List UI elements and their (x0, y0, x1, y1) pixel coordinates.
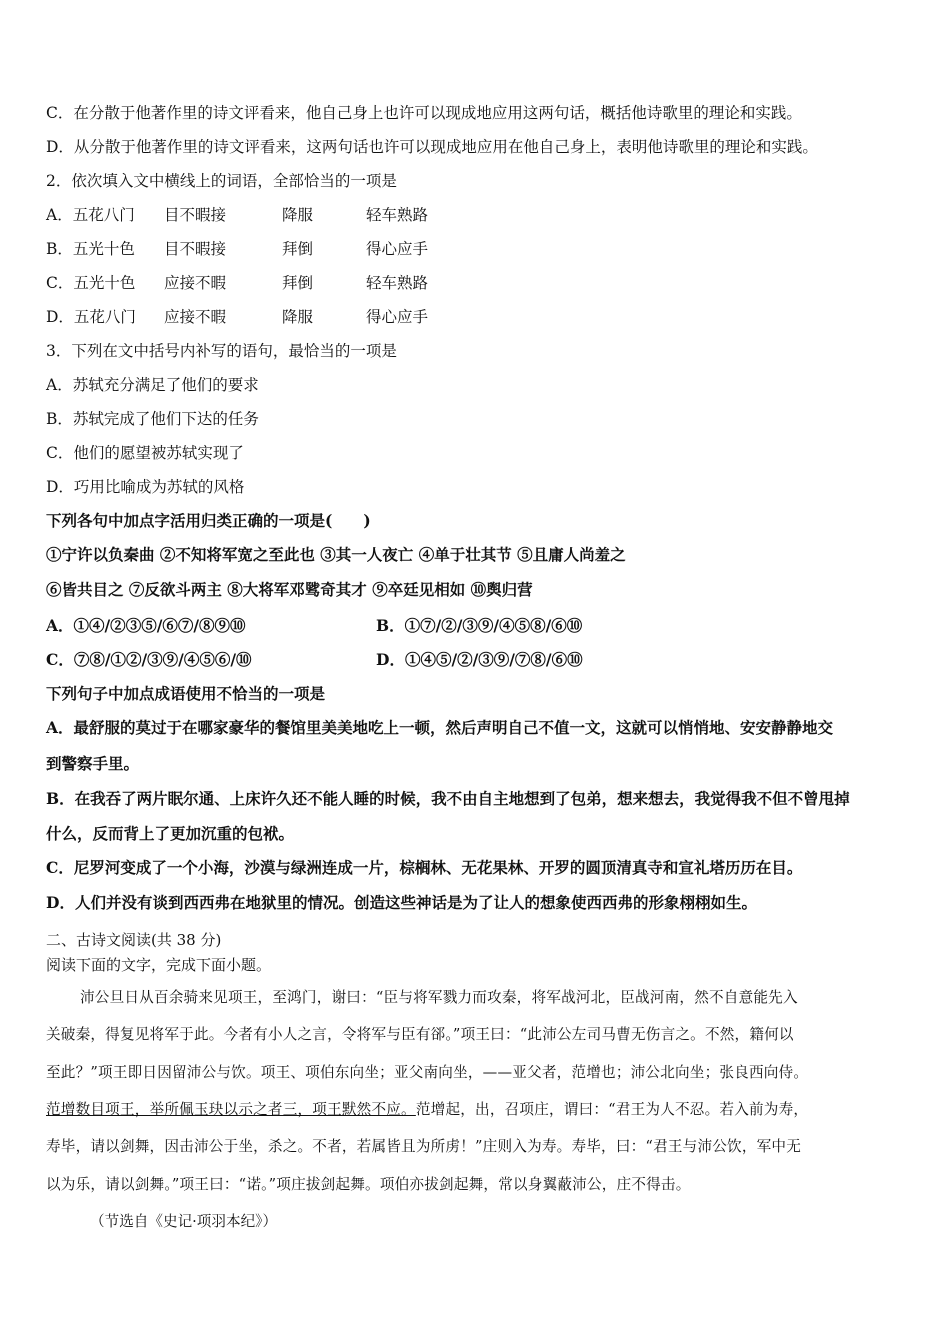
section2-instruction: 阅读下面的文字，完成下面小题。 (46, 956, 272, 974)
q2-option-c-word1: 应接不暇 (164, 274, 227, 292)
q5-option-c: C．尼罗河变成了一个小海，沙漠与绿洲连成一片，棕榈林、无花果林、开罗的圆顶清真寺和宣礼塔历历在目。 (46, 858, 803, 877)
q2-option-a-word1: 目不暇接 (164, 206, 227, 224)
q1-option-d: D．从分散于他著作里的诗文评看来，这两句话也许可以现成地应用在他自己身上，表明他诗歌里的理论和实践。 (46, 138, 818, 156)
q5-option-d: D．人们并没有谈到西西弗在地狱里的情况。创造这些神话是为了让人的想象使西西弗的形象栩栩如生。 (46, 893, 757, 912)
q4-option-d: D．①④⑤/②/③⑨/⑦⑧/⑥⑩ (376, 650, 583, 669)
q3-stem: 3．下列在文中括号内补写的语句，最恰当的一项是 (46, 342, 397, 360)
section2-title: 二、古诗文阅读(共 38 分) (46, 931, 222, 949)
passage-source: （节选自《史记·项羽本纪》） (90, 1213, 278, 1230)
q4-option-b: B．①⑦/②/③⑨/④⑤⑧/⑥⑩ (376, 616, 583, 635)
q3-option-a: A．苏轼充分满足了他们的要求 (46, 376, 259, 394)
q2-option-b-label: B．五光十色 (46, 240, 135, 258)
q3-option-c: C．他们的愿望被苏轼实现了 (46, 444, 244, 462)
passage-line-4 (46, 1100, 906, 1120)
passage-line-1: 沛公旦日从百余骑来见项王，至鸿门，谢曰：“臣与将军戮力而攻秦，将军战河北，臣战河南，然不自意能先入 (80, 989, 798, 1006)
q2-option-d (46, 307, 428, 327)
q4-sentences-line1: ①宁许以负秦曲 ②不知将军宽之至此也 ③其一人夜亡 ④单于壮其节 ⑤且庸人尚羞之 (46, 545, 626, 564)
q5-stem: 下列句子中加点成语使用不恰当的一项是 (46, 684, 326, 703)
q2-option-c (46, 273, 428, 293)
q4-option-c: C．⑦⑧/①②/③⑨/④⑤⑥/⑩ (46, 650, 252, 669)
q2-option-d-word3: 得心应手 (366, 308, 429, 326)
q1-option-c: C．在分散于他著作里的诗文评看来，他自己身上也许可以现成地应用这两句话，概括他诗歌里的理论和实践。 (46, 104, 802, 122)
passage-line-5: 寿毕，请以剑舞，因击沛公于坐，杀之。不者，若属皆且为所虏！”庄则入为寿。寿毕，曰：“君王与沛公饮，军中无 (46, 1138, 802, 1155)
q2-option-b-word1: 目不暇接 (164, 240, 227, 258)
passage-underlined-sentence: 范增数目项王，举所佩玉玦以示之者三，项王默然不应。 (46, 1101, 416, 1118)
q2-option-b-word3: 得心应手 (366, 240, 429, 258)
q2-option-c-word2: 拜倒 (282, 274, 314, 292)
q2-option-a-word2: 降服 (282, 206, 314, 224)
q5-option-b-line2: 什么，反而背上了更加沉重的包袱。 (46, 824, 295, 843)
passage-line-6: 以为乐，请以剑舞。”项王曰：“诺。”项庄拔剑起舞。项伯亦拔剑起舞，常以身翼蔽沛公，庄不得击。 (46, 1176, 691, 1193)
q2-option-d-label: D．五花八门 (46, 308, 136, 326)
q2-option-b (46, 239, 428, 259)
passage-line-2: 关破秦，得复见将军于此。今者有小人之言，令将军与臣有郤。”项王曰：“此沛公左司马曹无伤言之。不然，籍何以 (46, 1026, 794, 1043)
q2-option-d-word2: 降服 (282, 308, 314, 326)
q2-option-c-label: C．五光十色 (46, 274, 136, 292)
q4-option-a: A．①④/②③⑤/⑥⑦/⑧⑨⑩ (46, 616, 246, 635)
q4-stem: 下列各句中加点字活用归类正确的一项是( ) (46, 511, 371, 530)
q2-stem: 2．依次填入文中横线上的词语，全部恰当的一项是 (46, 172, 397, 190)
passage-line-4-rest: 范增起，出，召项庄，谓曰：“君王为人不忍。若入前为寿， (415, 1101, 809, 1118)
q2-option-a (46, 205, 428, 225)
q2-option-d-word1: 应接不暇 (164, 308, 227, 326)
q2-option-b-word2: 拜倒 (282, 240, 314, 258)
q2-option-a-label: A．五花八门 (46, 206, 135, 224)
q2-option-a-word3: 轻车熟路 (366, 206, 429, 224)
q5-option-a-line2: 到警察手里。 (46, 754, 140, 773)
q5-option-a-line1: A．最舒服的莫过于在哪家豪华的餐馆里美美地吃上一顿，然后声明自己不值一文，这就可以悄悄地、安安静静地交 (46, 718, 834, 737)
q3-option-d: D．巧用比喻成为苏轼的风格 (46, 478, 245, 496)
q4-sentences-line2: ⑥皆共目之 ⑦反欲斗两主 ⑧大将军邓骘奇其才 ⑨卒廷见相如 ⑩舆归营 (46, 580, 533, 599)
q2-option-c-word3: 轻车熟路 (366, 274, 429, 292)
q5-option-b-line1: B．在我吞了两片眠尔通、上床许久还不能人睡的时候，我不由自主地想到了包弟，想来想去，我觉得我不但不曾甩掉 (46, 789, 850, 808)
q3-option-b: B．苏轼完成了他们下达的任务 (46, 410, 259, 428)
passage-line-3: 至此？”项王即日因留沛公与饮。项王、项伯东向坐；亚父南向坐，——亚父者，范增也；沛公北向坐；张良西向侍。 (46, 1064, 809, 1081)
